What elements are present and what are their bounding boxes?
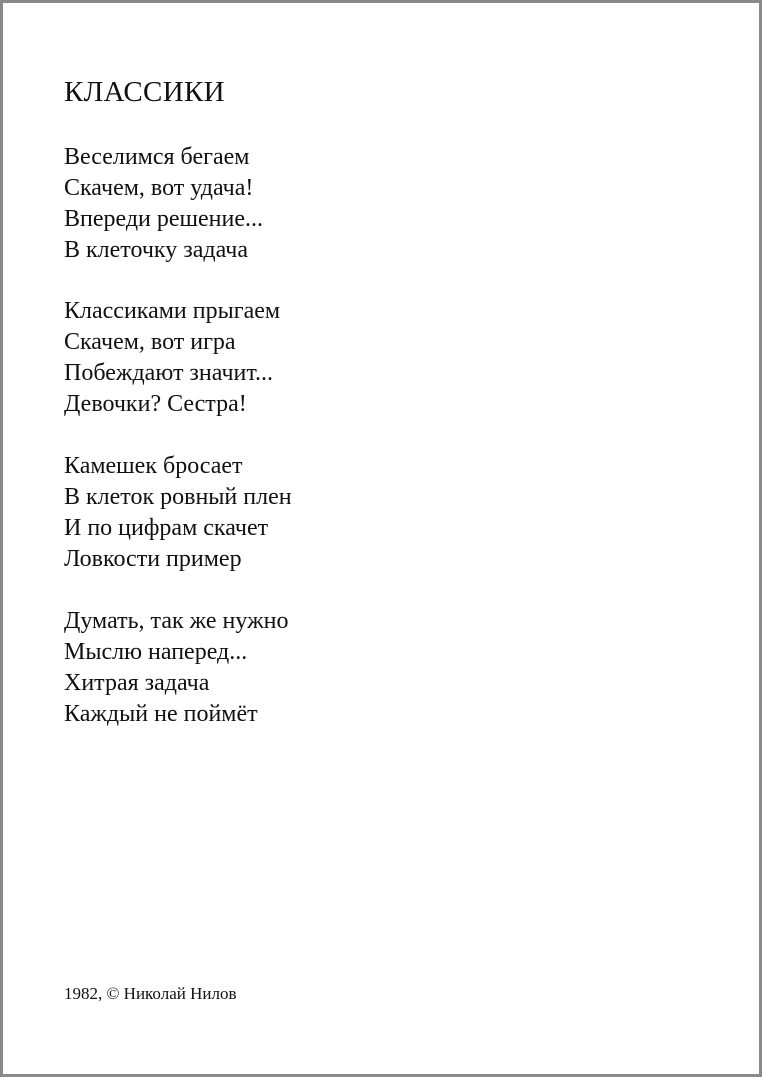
stanza-1 [64, 142, 263, 266]
stanza-3 [64, 451, 292, 575]
poem-line: Ловкости пример [64, 546, 242, 572]
poem-line: Классиками прыгаем [64, 298, 281, 324]
poem-line: Мыслю наперед... [64, 639, 248, 665]
stanza-2 [64, 296, 280, 420]
poem-line: Камешек бросает [64, 453, 243, 479]
poem-line: Веселимся бегаем [64, 144, 250, 170]
stanza-4 [64, 606, 289, 730]
poem-line: В клеточку задача [64, 237, 248, 263]
poem-line: Скачем, вот удача! [64, 175, 254, 201]
poem-line: Побеждают значит... [64, 360, 274, 386]
poem-line: Каждый не поймёт [64, 701, 258, 727]
copyright-footer: 1982, © Николай Нилов [64, 984, 237, 1003]
poem-line: И по цифрам скачет [64, 515, 269, 541]
poem-line: Думать, так же нужно [64, 608, 289, 634]
poem-line: Хитрая задача [64, 670, 210, 696]
poem-title: КЛАССИКИ [64, 76, 225, 108]
poem-line: Впереди решение... [64, 206, 264, 232]
poem-line: Скачем, вот игра [64, 329, 236, 355]
poem-line: В клеток ровный плен [64, 484, 292, 510]
poem-line: Девочки? Сестра! [64, 391, 247, 417]
